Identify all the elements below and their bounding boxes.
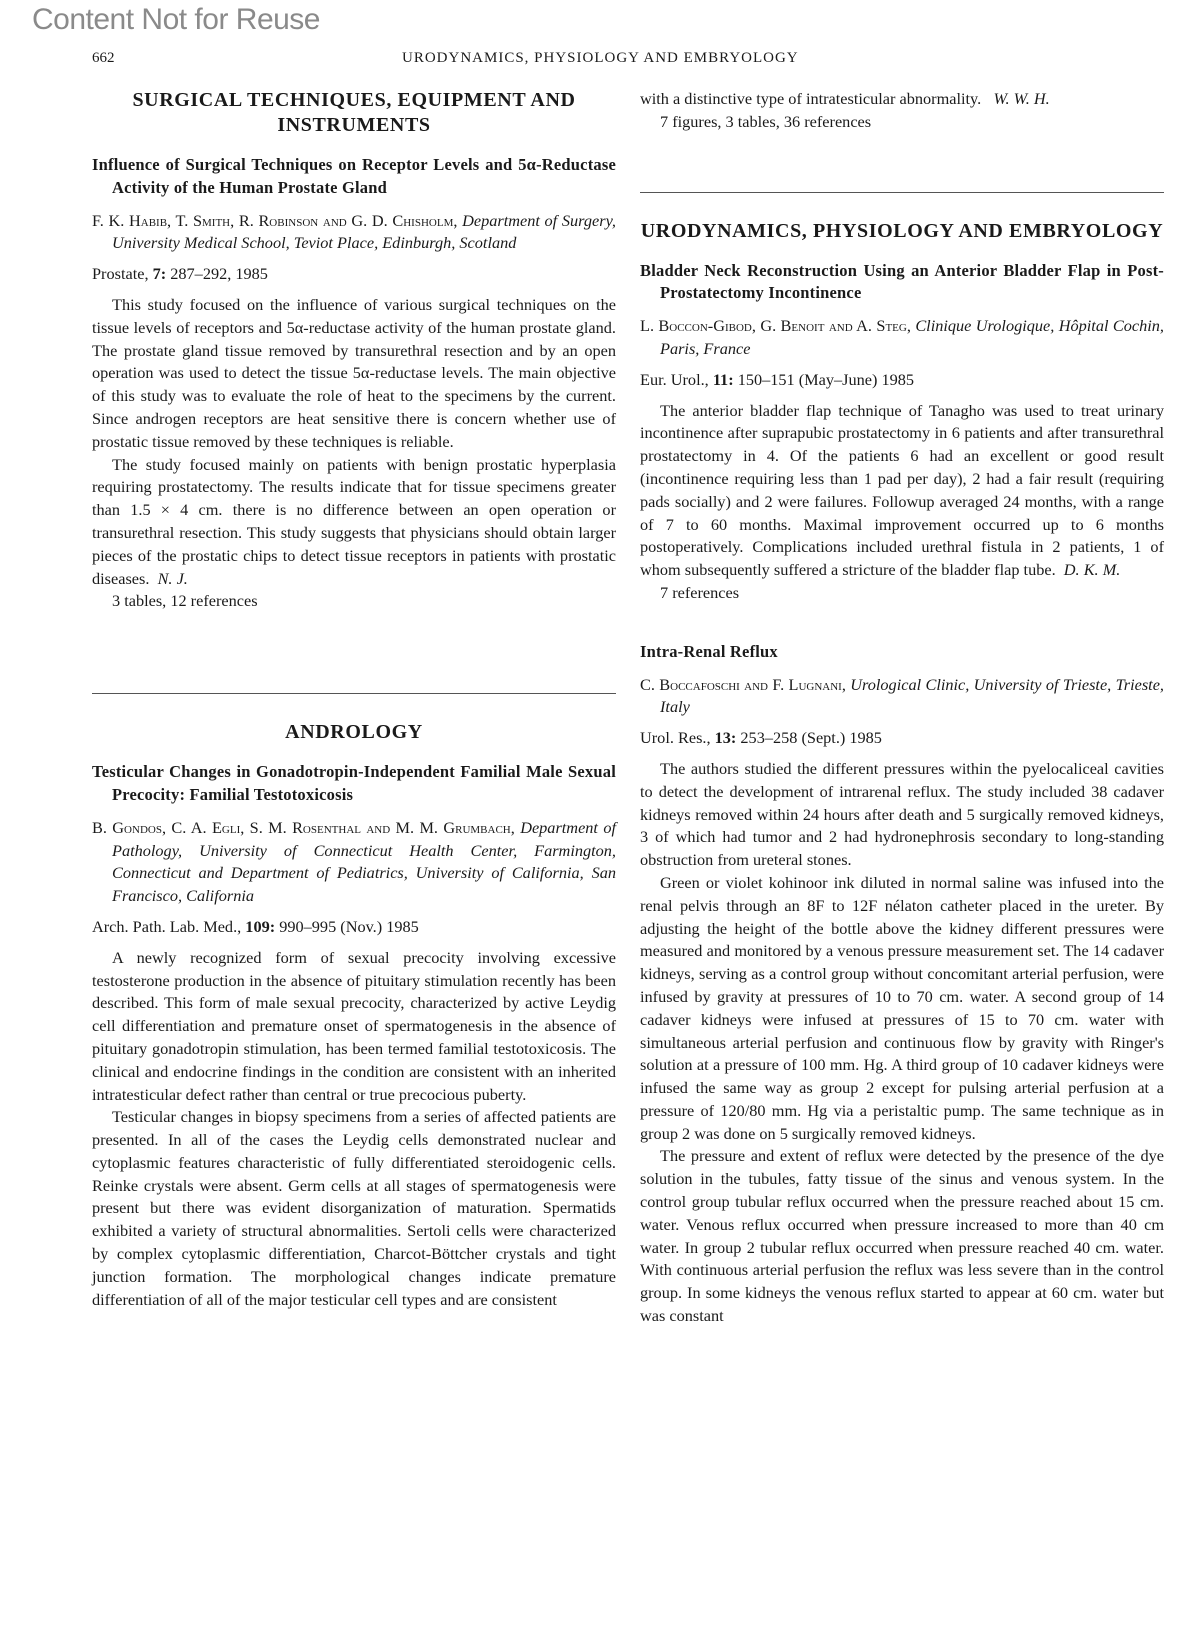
citation [640, 727, 1164, 750]
abstract-paragraph: A newly recognized form of sexual precocity involving excessive testosterone production in the absence of pituitary stimulation recently has been described. This form of male sexual precocity, characterized by active Leydig cell differentiation and premature onset of spermatogenesis in the absence of pituitary gonadotropin stimulation, has been termed familial testotoxicosis. The clinical and endocrine findings in the condition are consistent with an inherited intratesticular defect rather than central or true precocious puberty. [92, 947, 616, 1104]
paragraph-text: with a distinctive type of intratesticular abnormality. [640, 89, 982, 108]
journal: Arch. Path. Lab. Med., [92, 916, 242, 936]
abstract-paragraph: Green or violet kohinoor ink diluted in normal saline was infused into the renal pelvis through an 8F to 12F nélaton catheter placed in the ureter. By adjusting the height of the bottle above the kidney different pressures were measured and monitored by a venous pressure measurement set. The 14 cadaver kidneys, serving as a control group without concomitant arterial perfusion, were infused by gravity at pressures of 10 to 70 cm. water. A second group of 14 cadaver kidneys were infused at pressures of 15 to 70 cm. water with simultaneous arterial perfusion and continuous flow by gravity with Ringer's solution at a pressure of 100 mm. Hg. A third group of 10 cadaver kidneys were infused the same way as group 2 except for pulsing arterial perfusion at a pressure of 120/80 mm. Hg via a peristaltic pump. The same technique as in group 2 was done on 5 surgically removed kidneys. [640, 872, 1164, 1143]
watermark: Content Not for Reuse [32, 3, 320, 36]
pages: 287–292, 1985 [170, 264, 268, 284]
citation [640, 369, 1164, 392]
references-note: 3 tables, 12 references [112, 591, 258, 611]
affiliation: Department of Pathology, University of Connecticut Health Center, Farmington, Connecticut and Department of Pediatrics, University of California, San Francisco, California [112, 817, 616, 906]
left-column [92, 88, 616, 1311]
paragraph-text: The anterior bladder flap technique of Tanagho was used to treat urinary incontinence after suprapubic prostatectomy in 6 patients and after transurethral prostatectomy in 4. Of the patients 6 had an excellent or good result (incontinence requiring less than 1 pad per day), 2 had a fair result (requiring pads socially) and 2 were failures. Followup averaged 24 months, with a range of 7 to 60 months. Maximal improvement occurred up to 6 months postoperatively. Complications included urethral fistula in 2 patients, 1 of whom subsequently suffered a stricture of the bladder flap tube. [640, 400, 1164, 580]
section-heading: SURGICAL TECHNIQUES, EQUIPMENT AND INSTRUMENTS [132, 89, 576, 136]
abstract-paragraph [640, 400, 1164, 582]
volume: 13: [714, 728, 737, 748]
journal: Eur. Urol., [640, 369, 709, 389]
citation [92, 916, 616, 939]
abstract-paragraph: This study focused on the influence of various surgical techniques on the tissue levels of receptors and 5α-reductase activity of the human prostate gland. The prostate gland tissue removed by transurethral resection and by an open operation was used to detect the tissue 5α-reductase levels. The main objective of this study was to evaluate the role of heat to the specimens by the current. Since androgen receptors are heat sensitive there is concern whether use of prostatic tissue removed by these techniques is reliable. [92, 294, 616, 451]
citation [92, 263, 616, 286]
article-title: Testicular Changes in Gonadotropin-Independent Familial Male Sexual Precocity: Familial Testotoxicosis [92, 762, 616, 804]
volume: 7: [152, 264, 167, 284]
pages: 253–258 (Sept.) 1985 [740, 728, 882, 748]
article-title: Bladder Neck Reconstruction Using an Anterior Bladder Flap in Post-Prostatectomy Incontinence [640, 260, 1164, 303]
article-title: Influence of Surgical Techniques on Receptor Levels and 5α-Reductase Activity of the Human Prostate Gland [92, 155, 616, 197]
article-authors [92, 210, 616, 256]
author-names: B. Gondos, C. A. Egli, S. M. Rosenthal and M. M. Grumbach, [92, 817, 515, 837]
volume: 11: [712, 369, 734, 389]
running-head: URODYNAMICS, PHYSIOLOGY AND EMBRYOLOGY [402, 50, 799, 66]
article-authors [640, 315, 1164, 361]
affiliation: Clinique Urologique, Hôpital Cochin, Paris, France [660, 316, 1164, 358]
abstract-paragraph [92, 454, 616, 591]
paragraph-text: The study focused mainly on patients with benign prostatic hyperplasia requiring prostatectomy. The results indicate that for tissue specimens greater than 1.5 × 4 cm. there is no difference between an open operation or transurethral resection. This study suggests that physicians should obtain larger pieces of the prostatic chips to detect tissue receptors in patients with prostatic diseases. [92, 454, 616, 588]
continued-text [640, 88, 1164, 111]
section-heading: ANDROLOGY [285, 721, 423, 744]
volume: 109: [245, 916, 276, 936]
article-authors [92, 817, 616, 908]
abstract-paragraph: Testicular changes in biopsy specimens from a series of affected patients are presented. In all of the cases the Leydig cells demonstrated nuclear and cytoplasmic features characteristic of fully differentiated steroidogenic cells. Reinke crystals were absent. Germ cells at all stages of spermatogenesis were present but there was evident disorganization of maturation. Spermatids exhibited a variety of structural abnormalities. Sertoli cells were characterized by complex cytoplasmic differentiation, Charcot-Böttcher crystals and tight junction formation. The morphological changes indicate premature differentiation of all of the major testicular cell types and are consistent [92, 1107, 616, 1309]
reviewer-initials: N. J. [157, 568, 188, 588]
author-names: L. Boccon-Gibod, G. Benoit and A. Steg, [640, 316, 911, 336]
section-heading: URODYNAMICS, PHYSIOLOGY AND EMBRYOLOGY [640, 219, 1164, 242]
references-note: 7 figures, 3 tables, 36 references [660, 111, 872, 131]
journal: Prostate, [92, 264, 149, 284]
right-column [640, 88, 1164, 1328]
references-note: 7 references [660, 582, 740, 602]
pages: 990–995 (Nov.) 1985 [279, 916, 419, 936]
author-names: C. Boccafoschi and F. Lugnani, [640, 674, 846, 694]
affiliation: Department of Surgery, University Medical School, Teviot Place, Edinburgh, Scotland [112, 210, 616, 253]
page-number: 662 [92, 50, 115, 66]
article-authors [640, 674, 1164, 720]
abstract-paragraph: The pressure and extent of reflux were detected by the presence of the dye solution in the tubules, fatty tissue of the sinus and venous system. In the control group tubular reflux occurred when the pressure reached about 15 cm. water. Venous reflux occurred when pressure increased to more than 40 cm water. In group 2 tubular reflux occurred when pressure reached 40 cm. water. With continuous arterial perfusion the reflux was less severe than in the control group. In some kidneys the venous reflux started to appear at 60 cm. water but was constant [640, 1146, 1164, 1326]
abstract-paragraph: The authors studied the different pressures within the pyelocaliceal cavities to detect the development of intrarenal reflux. The study included 38 cadaver kidneys removed within 24 hours after death and 5 surgically removed kidneys, 3 of which had tumor and 2 had hydronephrosis secondary to long-standing obstruction from ureteral stones. [640, 758, 1164, 870]
journal: Urol. Res., [640, 728, 711, 748]
affiliation: Urological Clinic, University of Trieste, Trieste, Italy [660, 674, 1164, 717]
article-title: Intra-Renal Reflux [640, 641, 778, 661]
pages: 150–151 (May–June) 1985 [737, 369, 915, 389]
reviewer-initials: W. W. H. [993, 89, 1050, 108]
author-names: F. K. Habib, T. Smith, R. Robinson and G. D. Chisholm, [92, 210, 458, 230]
reviewer-initials: D. K. M. [1063, 560, 1121, 580]
